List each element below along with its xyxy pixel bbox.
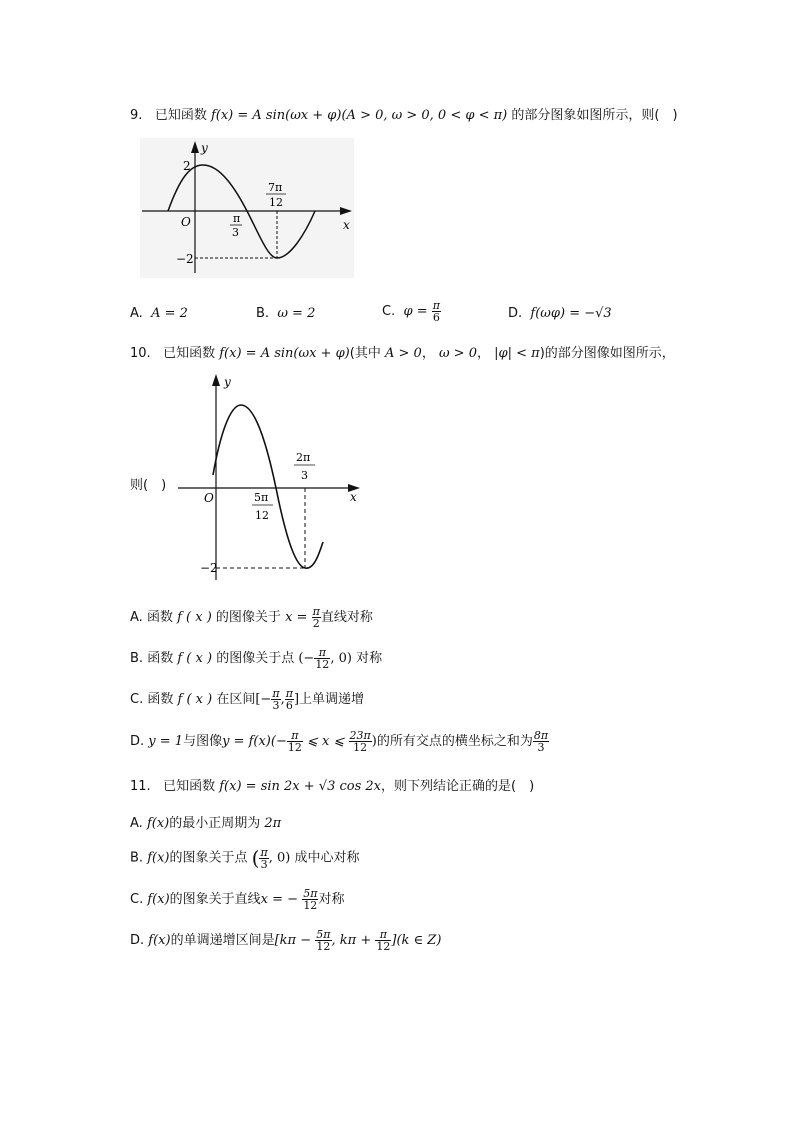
q10-stem-mid: (其中 <box>349 346 381 361</box>
q10-option-b-math2: , 0) <box>330 651 352 666</box>
q10-option-a-letter: A. <box>130 610 143 625</box>
q10-option-b-letter: B. <box>130 651 144 666</box>
q9-option-a-math: A = 2 <box>151 306 188 321</box>
q9-x-label: x <box>343 218 350 232</box>
q10-option-c-math3: ] <box>293 692 300 707</box>
q9-y-arrow-icon <box>191 141 199 153</box>
q10-stem: 10. 已知函数 f(x) = A sin(ωx + φ)(其中 A > 0， ω > 0， |φ| < π)的部分图像如图所示， <box>130 346 675 361</box>
q9-option-c[interactable] <box>382 300 441 323</box>
q11-option-d-fraction2: $\frac{\pi}{12}$ <box>376 928 391 953</box>
q11-option-d-text: 的单调递增区间是 <box>170 933 275 948</box>
q10-option-a[interactable] <box>130 606 373 629</box>
q10-then: 则( ) <box>130 478 167 493</box>
q10-option-a-text2: 的图像关于 <box>215 610 281 625</box>
q10-option-d-fraction2: $\frac{23\pi}{12}$ <box>349 729 371 754</box>
q11-number: 11. <box>130 779 151 794</box>
q9-number: 9. <box>130 108 143 123</box>
q10-option-c-text1: 函数 <box>147 692 174 707</box>
q11-option-b-lparen: ( <box>251 846 260 870</box>
q10-option-a-text1: 函数 <box>146 610 173 625</box>
q9-graph <box>140 138 354 278</box>
q11-option-a[interactable] <box>130 812 281 831</box>
q9-option-b[interactable] <box>256 306 315 321</box>
q11-option-d[interactable] <box>130 929 441 952</box>
q10-option-c-fraction2: $\frac{\pi}{6}$ <box>285 687 293 712</box>
q9-ymin-label: −2 <box>176 252 194 266</box>
q11-option-c-fraction: $\frac{5\pi}{12}$ <box>303 887 318 912</box>
q10-option-d-letter: D. <box>130 734 145 749</box>
q10-stem-formula: f(x) = A sin(ωx + φ) <box>219 346 350 361</box>
q10-option-b-fx: f ( x ) <box>177 651 213 666</box>
q10-number: 10. <box>130 346 151 361</box>
q11-option-a-letter: A. <box>130 816 143 831</box>
q10-option-c-fraction1: $\frac{\pi}{3}$ <box>272 687 280 712</box>
q9-ymax-label: 2 <box>183 159 191 173</box>
q11-option-c-letter: C. <box>130 892 144 907</box>
q11-option-a-math: 2π <box>264 816 282 831</box>
q9-stem <box>130 104 678 123</box>
q10-origin-label: O <box>204 491 214 505</box>
q10-tick2-num: 2π <box>296 451 311 464</box>
q9-option-b-math: ω = 2 <box>277 306 316 321</box>
q10-option-c[interactable] <box>130 688 364 711</box>
q9-option-a-letter: A. <box>130 306 143 321</box>
q11-option-a-fx: f(x) <box>146 816 170 831</box>
q11-stem-post: ，则下列结论正确的是( ) <box>381 779 535 794</box>
q11-option-d-fx: f(x) <box>148 933 171 948</box>
q10-y-label: y <box>224 375 231 389</box>
q11-option-b-text2: 成中心对称 <box>294 850 360 866</box>
q10-option-b-text1: 函数 <box>147 651 174 666</box>
q11-option-c-text1: 的图象关于直线 <box>169 892 261 907</box>
q10-option-d-text1: 与图像 <box>183 734 223 749</box>
q9-tick1-num: π <box>233 212 241 225</box>
q11-option-d-letter: D. <box>130 933 145 948</box>
q9-option-d-math: f(ωφ) = −√3 <box>530 306 612 321</box>
q11-stem <box>130 775 534 794</box>
q11-option-b-text1: 的图象关于点 <box>169 850 248 866</box>
q11-option-c[interactable] <box>130 888 344 911</box>
q10-option-d-math3: ⩽ x ⩽ <box>307 734 345 749</box>
q10-tick2-den: 3 <box>301 469 308 482</box>
q11-option-b-letter: B. <box>130 850 144 866</box>
q10-option-a-fraction: $\frac{\pi}{2}$ <box>312 605 320 630</box>
q10-option-c-fx: f ( x ) <box>177 692 213 707</box>
q9-option-d-letter: D. <box>508 306 523 321</box>
q11-option-d-math3: ](k ∈ Z) <box>391 933 442 948</box>
q10-cond-omega: ω > 0 <box>438 346 477 361</box>
q9-option-c-letter: C. <box>382 304 396 319</box>
q10-option-c-math1: [− <box>255 692 272 707</box>
q11-option-d-fraction1: $\frac{5\pi}{12}$ <box>316 928 331 953</box>
q9-tick2-num: 7π <box>268 181 283 194</box>
q9-x-arrow-icon <box>340 207 352 215</box>
q9-option-c-fraction: $\frac{\pi}{6}$ <box>432 299 440 324</box>
q10-cond-phi: |φ| < π <box>494 346 540 361</box>
q9-options <box>130 299 650 326</box>
q9-origin-label: O <box>181 215 191 229</box>
q10-option-b-text3: 对称 <box>356 651 383 666</box>
q11-option-a-text: 的最小正周期为 <box>169 816 261 831</box>
q10-stem-pre: 已知函数 <box>163 346 216 361</box>
q10-option-a-fx: f ( x ) <box>177 610 212 625</box>
q10-sine-curve <box>213 405 323 568</box>
q10-y-arrow-icon <box>212 374 220 386</box>
q10-option-d-math2: y = f(x)(− <box>222 734 287 749</box>
q11-option-b[interactable] <box>130 846 359 870</box>
q10-option-d-math1: y = 1 <box>148 734 184 749</box>
q10-option-c-text3: 上单调递增 <box>299 692 365 707</box>
q9-y-label: y <box>201 141 208 155</box>
q11-stem-pre: 已知函数 <box>163 779 216 794</box>
q10-option-c-letter: C. <box>130 692 144 707</box>
q9-stem-post: 的部分图象如图所示，则( ) <box>511 108 678 123</box>
q10-option-d[interactable] <box>130 730 549 753</box>
q10-option-b-math1: (− <box>298 651 315 666</box>
q10-option-d-math4: ) <box>371 734 377 749</box>
q11-option-c-math: x = − <box>260 892 299 907</box>
q11-option-b-fraction: $\frac{\pi}{3}$ <box>260 845 268 871</box>
q10-option-a-text3: 直线对称 <box>320 610 373 625</box>
q10-option-d-fraction1: $\frac{\pi}{12}$ <box>287 729 302 754</box>
q9-option-d[interactable] <box>508 306 612 321</box>
q10-stem-post: )的部分图像如图所示， <box>539 346 675 361</box>
q11-option-b-fx: f(x) <box>147 850 170 866</box>
q11-stem-formula: f(x) = sin 2x + √3 cos 2x <box>219 779 381 794</box>
q11-option-b-math2: , 0) <box>268 850 291 866</box>
q10-ymin-label: −2 <box>200 561 218 575</box>
q11-option-c-text2: 对称 <box>318 892 345 907</box>
q10-option-b-fraction: $\frac{\pi}{12}$ <box>315 646 330 671</box>
q10-cond-a: A > 0 <box>384 346 422 361</box>
q11-option-d-math2: , kπ + <box>331 933 372 948</box>
q11-option-d-math1: [kπ − <box>274 933 312 948</box>
q9-option-a[interactable] <box>130 306 188 321</box>
q9-stem-pre: 已知函数 <box>154 108 207 123</box>
q10-tick1-den: 12 <box>255 509 269 522</box>
q10-option-a-math: x = <box>285 610 308 625</box>
q10-option-b-text2: 的图像关于点 <box>216 651 295 666</box>
q11-option-c-fx: f(x) <box>147 892 170 907</box>
q9-tick1-den: 3 <box>232 226 239 239</box>
q9-option-b-letter: B. <box>256 306 270 321</box>
q9-figure <box>140 138 354 278</box>
q10-figure <box>178 370 368 585</box>
q10-option-d-fraction3: $\frac{8\pi}{3}$ <box>533 729 549 754</box>
q10-option-b[interactable] <box>130 647 382 670</box>
q10-option-c-math2: , <box>280 692 285 707</box>
q10-x-label: x <box>350 490 357 504</box>
q10-option-c-text2: 在区间 <box>216 692 256 707</box>
q10-tick1-num: 5π <box>254 491 269 504</box>
q9-stem-formula: f(x) = A sin(ωx + φ)(A > 0, ω > 0, 0 < φ < π) <box>210 108 508 123</box>
q9-tick2-den: 12 <box>269 196 283 209</box>
q10-graph <box>178 370 368 585</box>
q9-option-c-math: φ = <box>403 304 428 319</box>
q10-option-d-text2: 的所有交点的横坐标之和为 <box>376 734 533 749</box>
